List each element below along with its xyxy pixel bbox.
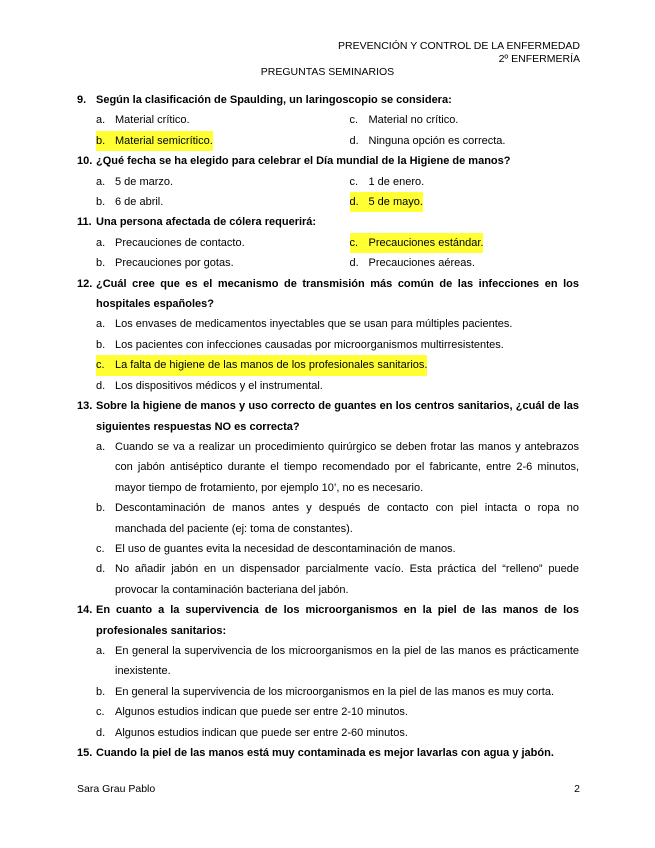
header-course-title: PREVENCIÓN Y CONTROL DE LA ENFERMEDAD bbox=[338, 40, 580, 52]
option-d: d. Ninguna opción es correcta. bbox=[349, 134, 506, 147]
question-text: Según la clasificación de Spaulding, un laringoscopio se considera: bbox=[96, 94, 452, 106]
question-10 bbox=[77, 151, 579, 171]
question-15 bbox=[77, 743, 579, 763]
options-row bbox=[77, 131, 579, 151]
question-text: Una persona afectada de cólera requerirá: bbox=[96, 216, 317, 229]
options-row bbox=[77, 253, 579, 273]
option-c: c. 1 de enero. bbox=[349, 175, 425, 188]
option-a: a. Los envases de medicamentos inyectables que se usan para múltiples pacientes. bbox=[96, 318, 513, 331]
option-a: a. Cuando se va a realizar un procedimiento quirúrgico se deben frotar las manos y antebrazos con jabón antiséptico durante el tiempo recomendado por el fabricante, entre 2-6 minutos, mayor tiempo de frotamiento, por ejemplo 10’, no es necesario. bbox=[96, 440, 579, 494]
question-13 bbox=[77, 396, 579, 437]
question-9 bbox=[77, 90, 579, 110]
option-a: a. Material crítico. bbox=[96, 114, 190, 127]
footer-author: Sara Grau Pablo bbox=[77, 783, 156, 795]
option-b: b. Los pacientes con infecciones causadas por microorganismos multirresistentes. bbox=[96, 338, 504, 351]
option-b: b. Precauciones por gotas. bbox=[96, 257, 234, 270]
option-d: d. Precauciones aéreas. bbox=[349, 257, 475, 270]
question-11 bbox=[77, 212, 579, 232]
question-text: ¿Qué fecha se ha elegido para celebrar el Día mundial de la Higiene de manos? bbox=[96, 155, 511, 168]
options-row bbox=[77, 192, 579, 212]
page-number: 2 bbox=[574, 783, 580, 795]
question-12 bbox=[77, 274, 579, 315]
option-b: b. Material semicrítico. bbox=[77, 131, 326, 151]
question-number: 14. bbox=[77, 604, 93, 617]
question-text: En cuanto a la supervivencia de los microorganismos en la piel de las manos de los profesionales sanitarios: bbox=[96, 604, 579, 637]
question-number: 11. bbox=[77, 216, 92, 229]
option-d: d. Los dispositivos médicos y el instrumental. bbox=[96, 379, 323, 392]
highlighted-answer: Material semicrítico. bbox=[115, 134, 213, 147]
question-text: Sobre la higiene de manos y uso correcto de guantes en los centros sanitarios, ¿cuál de las siguientes respuestas NO es correcta? bbox=[96, 400, 579, 433]
question-number: 9. bbox=[77, 94, 87, 106]
option-d: d. Algunos estudios indican que puede ser entre 2-60 minutos. bbox=[96, 726, 408, 739]
question-14 bbox=[77, 600, 579, 641]
question-number: 12. bbox=[77, 277, 93, 290]
document-title: PREGUNTAS SEMINARIOS bbox=[260, 66, 395, 78]
highlighted-answer: La falta de higiene de las manos de los profesionales sanitarios. bbox=[115, 359, 428, 372]
question-number: 10. bbox=[77, 155, 93, 168]
option-a: a. Precauciones de contacto. bbox=[96, 236, 245, 249]
option-b: b. Descontaminación de manos antes y después de contacto con piel intacta o ropa no manchada del paciente (ej: toma de constantes). bbox=[96, 502, 579, 535]
option-d: d. 5 de mayo. bbox=[326, 192, 580, 212]
options-row bbox=[77, 110, 579, 130]
questions-list bbox=[77, 90, 579, 763]
option-c: c. Algunos estudios indican que puede ser entre 2-10 minutos. bbox=[96, 706, 408, 719]
option-a: a. En general la supervivencia de los microorganismos en la piel de las manos es prácticamente inexistente. bbox=[96, 644, 579, 678]
highlighted-answer: Precauciones estándar. bbox=[368, 236, 484, 249]
question-text: Cuando la piel de las manos está muy contaminada es mejor lavarlas con agua y jabón. bbox=[96, 747, 554, 759]
option-b: b. 6 de abril. bbox=[96, 196, 164, 209]
header-course-year: 2º ENFERMERÍA bbox=[498, 53, 580, 65]
option-c: c. El uso de guantes evita la necesidad de descontaminación de manos. bbox=[96, 542, 456, 555]
option-a: a. 5 de marzo. bbox=[96, 175, 174, 188]
option-c: c. La falta de higiene de las manos de los profesionales sanitarios. bbox=[77, 355, 579, 375]
highlighted-answer: 5 de mayo. bbox=[368, 196, 423, 209]
option-b: b. En general la supervivencia de los microorganismos en la piel de las manos es muy corta. bbox=[96, 685, 554, 698]
option-c: c. Precauciones estándar. bbox=[326, 233, 580, 253]
options-row bbox=[77, 172, 579, 192]
options-row bbox=[77, 233, 579, 253]
option-d: d. No añadir jabón en un dispensador parcialmente vacío. Esta práctica del “relleno” puede provocar la contaminación bacteriana del jabón. bbox=[96, 563, 579, 596]
question-number: 15. bbox=[77, 747, 93, 759]
option-c: c. Material no crítico. bbox=[349, 114, 459, 127]
question-number: 13. bbox=[77, 400, 93, 413]
question-text: ¿Cuál cree que es el mecanismo de transmisión más común de las infecciones en los hospitales españoles? bbox=[96, 277, 579, 311]
